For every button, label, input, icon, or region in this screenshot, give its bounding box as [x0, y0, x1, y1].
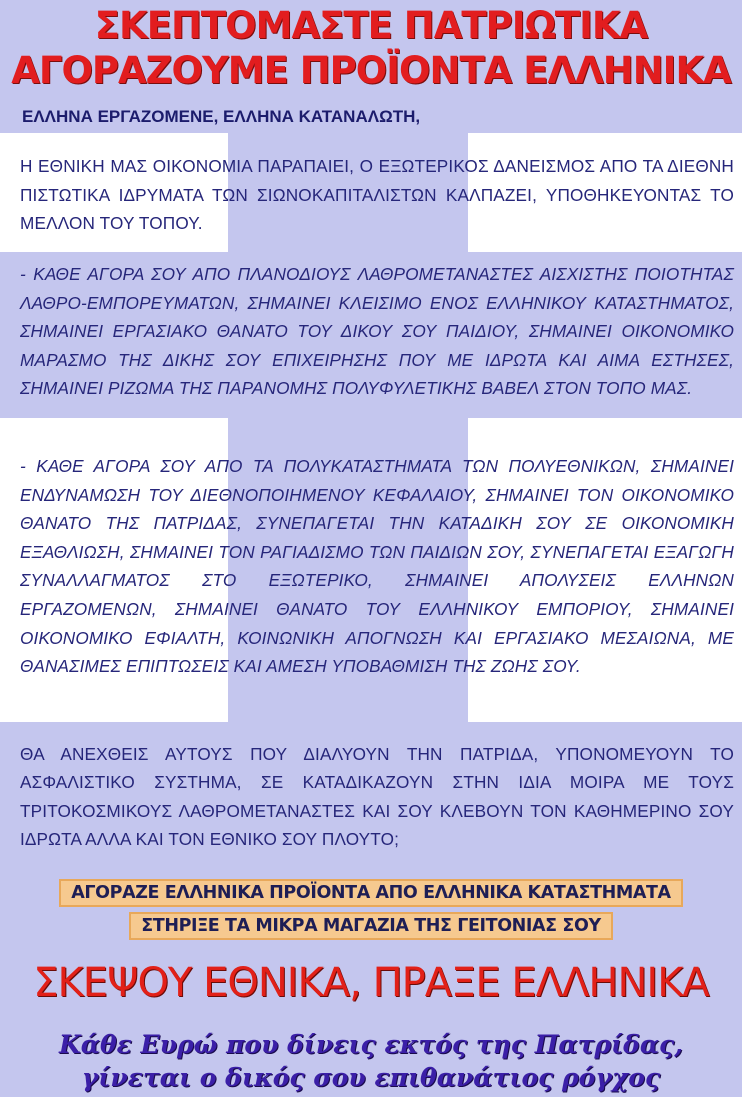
paragraph-street-vendors: - ΚΑΘΕ ΑΓΟΡΑ ΣΟΥ ΑΠΟ ΠΛΑΝΟΔΙΟΥΣ ΛΑΘΡΟΜΕΤΑΝΑΣΤΕΣ ΑΙΣΧΙΣΤΗΣ ΠΟΙΟΤΗΤΑΣ ΛΑΘΡΟ-ΕΜΠΟΡΕΥΜΑΤΩΝ, ΣΗΜΑΙΝΕΙ ΚΛΕΙΣΙΜΟ ΕΝΟΣ ΕΛΛΗΝΙΚΟΥ ΚΑΤΑΣΤΗΜΑΤΟΣ, ΣΗΜΑΙΝΕΙ ΕΡΓΑΣΙΑΚΟ ΘΑΝΑΤΟ ΤΟΥ ΔΙΚΟΥ ΣΟΥ ΠΑΙΔΙΟΥ, ΣΗΜΑΙΝΕΙ ΟΙΚΟΝΟΜΙΚΟ ΜΑΡΑΣΜΟ ΤΗΣ ΔΙΚΗΣ ΣΟΥ ΕΠΙΧΕΙΡΗΣΗΣ ΠΟΥ ΜΕ ΙΔΡΩΤΑ ΚΑΙ ΑΙΜΑ ΕΣΤΗΣΕΣ, ΣΗΜΑΙΝΕΙ ΡΙΖΩΜΑ ΤΗΣ ΠΑΡΑΝΟΜΗΣ ΠΟΛΥΦΥΛΕΤΙΚΗΣ ΒΑΒΕΛ ΣΤΟΝ ΤΟΠΟ ΜΑΣ. [20, 264, 734, 399]
highlight-banner-1 [0, 879, 742, 907]
headline-line-1: ΣΚΕΠΤΟΜΑΣΤΕ ΠΑΤΡΙΩΤΙΚΑ [94, 4, 648, 47]
highlight-banner-2 [0, 912, 742, 940]
paragraph-multinationals: - ΚΑΘΕ ΑΓΟΡΑ ΣΟΥ ΑΠΟ ΤΑ ΠΟΛΥΚΑΤΑΣΤΗΜΑΤΑ ΤΩΝ ΠΟΛΥΕΘΝΙΚΩΝ, ΣΗΜΑΙΝΕΙ ΕΝΔΥΝΑΜΩΣΗ ΤΟΥ ΔΙΕΘΝΟΠΟΙΗΜΕΝΟΥ ΚΕΦΑΛΑΙΟΥ, ΣΗΜΑΙΝΕΙ ΤΟΝ ΟΙΚΟΝΟΜΙΚΟ ΘΑΝΑΤΟ ΤΗΣ ΠΑΤΡΙΔΑΣ, ΣΥΝΕΠΑΓΕΤΑΙ ΤΗΝ ΚΑΤΑΔΙΚΗ ΣΟΥ ΣΕ ΟΙΚΟΝΟΜΙΚΗ ΕΞΑΘΛΙΩΣΗ, ΣΗΜΑΙΝΕΙ ΤΟΝ ΡΑΓΙΑΔΙΣΜΟ ΤΩΝ ΠΑΙΔΙΩΝ ΣΟΥ, ΣΥΝΕΠΑΓΕΤΑΙ ΕΞΑΓΩΓΗ ΣΥΝΑΛΛΑΓΜΑΤΟΣ ΣΤΟ ΕΞΩΤΕΡΙΚΟ, ΣΗΜΑΙΝΕΙ ΑΠΟΛΥΣΕΙΣ ΕΛΛΗΝΩΝ ΕΡΓΑΖΟΜΕΝΩΝ, ΣΗΜΑΙΝΕΙ ΘΑΝΑΤΟ ΤΟΥ ΕΛΛΗΝΙΚΟΥ ΕΜΠΟΡΙΟΥ, ΣΗΜΑΙΝΕΙ ΟΙΚΟΝΟΜΙΚΟ ΕΦΙΑΛΤΗ, ΚΟΙΝΩΝΙΚΗ ΑΠΟΓΝΩΣΗ ΚΑΙ ΕΡΓΑΣΙΑΚΟ ΜΕΣΑΙΩΝΑ, ΜΕ ΘΑΝΑΣΙΜΕΣ ΕΠΙΠΤΩΣΕΙΣ ΚΑΙ ΑΜΕΣΗ ΥΠΟΒΑΘΜΙΣΗ ΤΗΣ ΖΩΗΣ ΣΟΥ. [20, 456, 734, 677]
greeting: ΕΛΛΗΝΑ ΕΡΓΑΖΟΜΕΝΕ, ΕΛΛΗΝΑ ΚΑΤΑΝΑΛΩΤΗ, [22, 107, 421, 126]
closing-line-2: γίνεται ο δικός σου επιθανάτιος ρόγχος [81, 1063, 661, 1092]
headline-line-2: ΑΓΟΡΑΖΟΥΜΕ ΠΡΟΪΟΝΤΑ ΕΛΛΗΝΙΚΑ [11, 49, 731, 92]
paragraph-economy: Η ΕΘΝΙΚΗ ΜΑΣ ΟΙΚΟΝΟΜΙΑ ΠΑΡΑΠΑΙΕΙ, Ο ΕΞΩΤΕΡΙΚΟΣ ΔΑΝΕΙΣΜΟΣ ΑΠΟ ΤΑ ΔΙΕΘΝΗ ΠΙΣΤΩΤΙΚΑ ΙΔΡΥΜΑΤΑ ΤΩΝ ΣΙΩΝΟΚΑΠΙΤΑΛΙΣΤΩΝ ΚΑΛΠΑΖΕΙ, ΥΠΟΘΗΚΕΥΟΝΤΑΣ ΤΟ ΜΕΛΛΟΝ ΤΟΥ ΤΟΠΟΥ. [20, 156, 734, 234]
closing-line-1: Κάθε Ευρώ που δίνεις εκτός της Πατρίδας, [59, 1030, 683, 1059]
paragraph-question: ΘΑ ΑΝΕΧΘΕΙΣ ΑΥΤΟΥΣ ΠΟΥ ΔΙΑΛΥΟΥΝ ΤΗΝ ΠΑΤΡΙΔΑ, ΥΠΟΝΟΜΕΥΟΥΝ ΤΟ ΑΣΦΑΛΙΣΤΙΚΟ ΣΥΣΤΗΜΑ, ΣΕ ΚΑΤΑΔΙΚΑΖΟΥΝ ΣΤΗΝ ΙΔΙΑ ΜΟΙΡΑ ΜΕ ΤΟΥΣ ΤΡΙΤΟΚΟΣΜΙΚΟΥΣ ΛΑΘΡΟΜΕΤΑΝΑΣΤΕΣ ΚΑΙ ΣΟΥ ΚΛΕΒΟΥΝ ΤΟΝ ΚΑΘΗΜΕΡΙΝΟ ΣΟΥ ΙΔΡΩΤΑ ΑΛΛΑ ΚΑΙ ΤΟΝ ΕΘΝΙΚΟ ΣΟΥ ΠΛΟΥΤΟ; [20, 744, 734, 850]
highlight-text-2: ΣΤΗΡΙΞΕ ΤΑ ΜΙΚΡΑ ΜΑΓΑΖΙΑ ΤΗΣ ΓΕΙΤΟΝΙΑΣ ΣΟΥ [129, 912, 613, 940]
slogan: ΣΚΕΨΟΥ ΕΘΝΙΚΑ, ΠΡΑΞΕ ΕΛΛΗΝΙΚΑ [33, 960, 709, 1006]
highlight-text-1: ΑΓΟΡΑΖΕ ΕΛΛΗΝΙΚΑ ΠΡΟΪΟΝΤΑ ΑΠΟ ΕΛΛΗΝΙΚΑ ΚΑΤΑΣΤΗΜΑΤΑ [59, 879, 682, 907]
